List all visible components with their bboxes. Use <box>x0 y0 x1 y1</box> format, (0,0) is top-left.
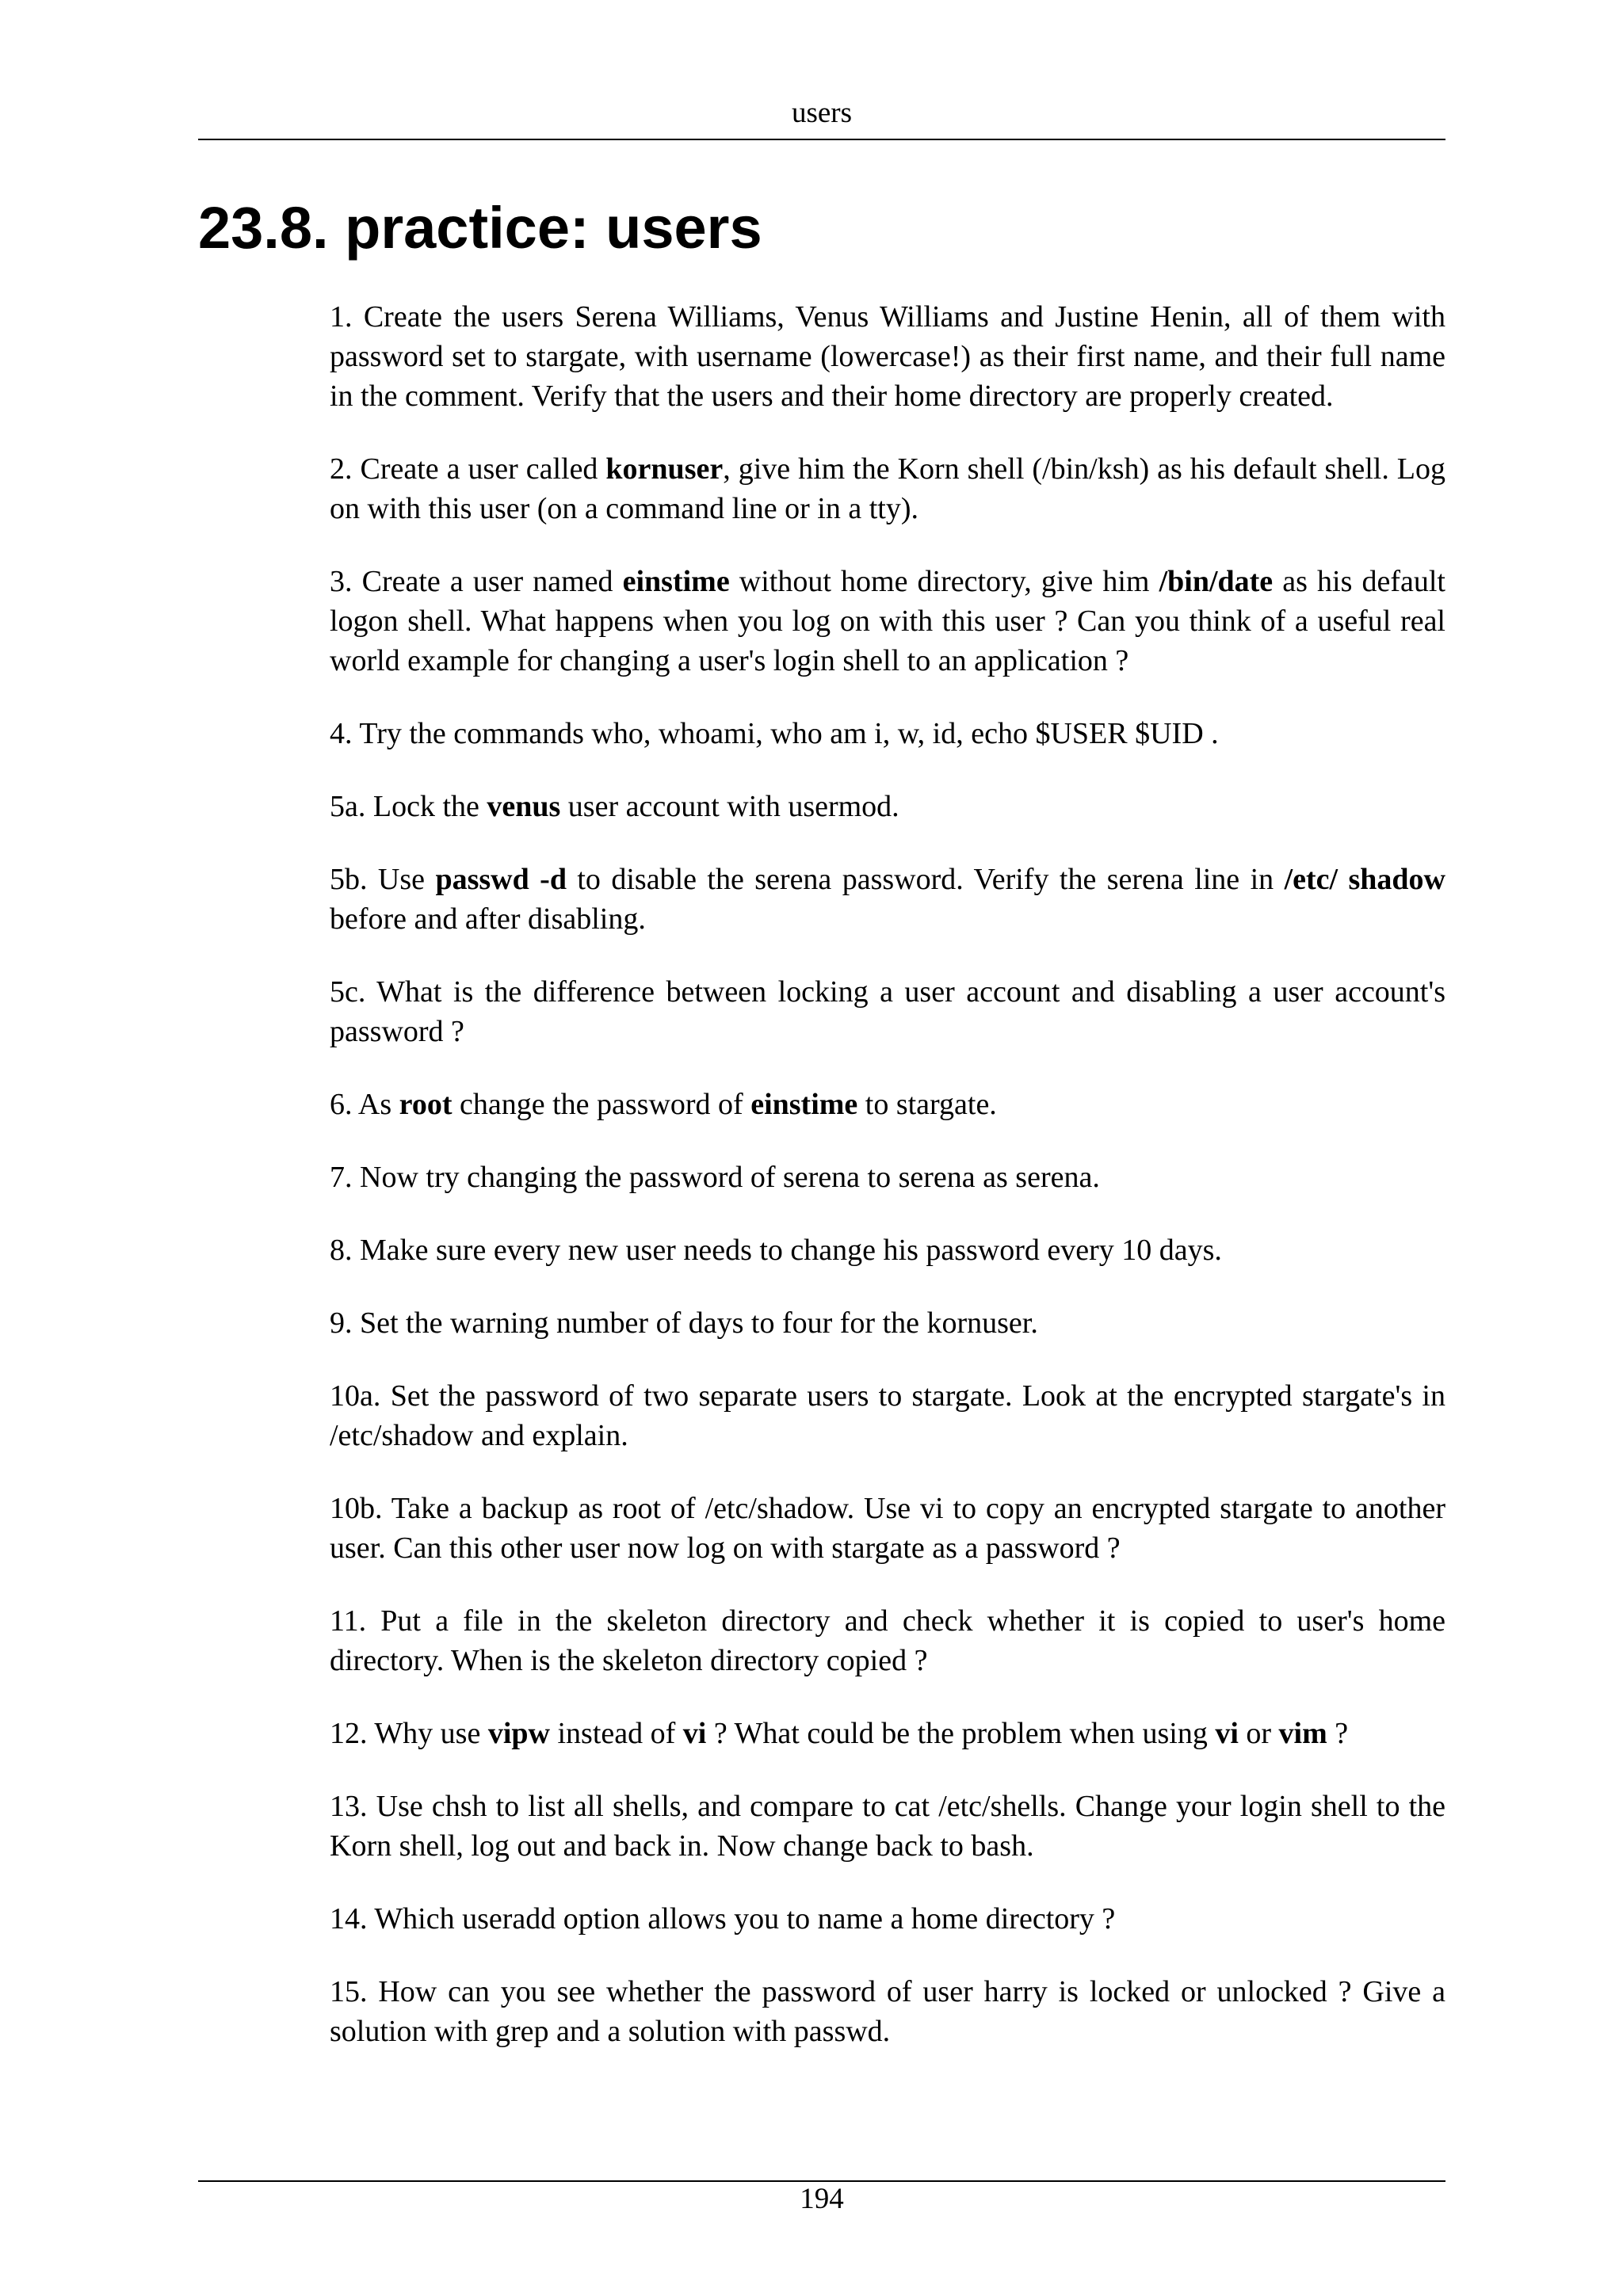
bold-term: venus <box>487 790 561 823</box>
exercise-text: change the password of <box>452 1088 751 1121</box>
running-header: users <box>791 97 853 129</box>
exercise-text: 13. Use chsh to list all shells, and compare to cat /etc/shells. Change your login shell to the Korn shell, log out and back in. Now change back to bash. <box>330 1790 1445 1863</box>
exercise-item <box>330 1085 1445 1124</box>
exercise-text: to disable the serena password. Verify the serena line in <box>566 863 1285 896</box>
exercise-text: ? <box>1327 1717 1349 1750</box>
exercise-item <box>330 1714 1445 1753</box>
bold-term: /bin/date <box>1159 565 1274 598</box>
exercise-item <box>330 449 1445 528</box>
exercise-text: before and after disabling. <box>330 902 646 936</box>
exercise-text: 14. Which useradd option allows you to name a home directory ? <box>330 1902 1116 1936</box>
bold-term: vim <box>1278 1717 1327 1750</box>
exercise-item <box>330 1158 1445 1197</box>
exercise-text: to stargate. <box>857 1088 997 1121</box>
bold-term: vipw <box>487 1717 550 1750</box>
exercise-item <box>330 972 1445 1051</box>
bold-term: /etc/ shadow <box>1284 863 1445 896</box>
bold-term: vi <box>682 1717 707 1750</box>
exercise-text: 11. Put a file in the skeleton directory and check whether it is copied to user's home directory. When is the skeleton directory copied ? <box>330 1604 1445 1677</box>
exercise-text: 6. As <box>330 1088 399 1121</box>
exercise-text: 7. Now try changing the password of serena to serena as serena. <box>330 1161 1100 1194</box>
bold-term: root <box>399 1088 453 1121</box>
exercise-item <box>330 297 1445 416</box>
bold-term: vi <box>1215 1717 1239 1750</box>
exercise-text: 8. Make sure every new user needs to change his password every 10 days. <box>330 1234 1222 1267</box>
exercise-text: user account with usermod. <box>560 790 899 823</box>
bold-term: kornuser <box>605 452 724 486</box>
exercise-text: 10b. Take a backup as root of /etc/shadow. Use vi to copy an encrypted stargate to another user. Can this other user now log on with stargate as a password ? <box>330 1492 1445 1565</box>
exercise-text: 4. Try the commands who, whoami, who am i, w, id, echo $USER $UID . <box>330 717 1219 750</box>
bold-term: passwd -d <box>435 863 567 896</box>
exercise-text: 1. Create the users Serena Williams, Venus Williams and Justine Henin, all of them with password set to stargate, with username (lowercase!) as their first name, and their full name in the comment. Verify that the users and their home directory are properly created. <box>330 300 1445 413</box>
exercise-text: 5a. Lock the <box>330 790 487 823</box>
header-rule <box>198 139 1445 140</box>
page-number: 194 <box>800 2183 844 2215</box>
bold-term: einstime <box>750 1088 858 1121</box>
exercise-item <box>330 1972 1445 2051</box>
bold-term: einstime <box>622 565 730 598</box>
exercise-text: without home directory, give him <box>729 565 1159 598</box>
exercise-item <box>330 1787 1445 1866</box>
exercise-text: 10a. Set the password of two separate users to stargate. Look at the encrypted stargate's in /etc/shadow and explain. <box>330 1379 1445 1452</box>
exercise-text: , give him the Korn shell (/bin/ksh) as his default shell. Log on with this user (on a command line or in a tty). <box>330 452 1445 525</box>
exercise-item <box>330 1230 1445 1270</box>
exercise-item <box>330 860 1445 939</box>
exercise-text: 12. Why use <box>330 1717 488 1750</box>
exercise-text: or <box>1238 1717 1279 1750</box>
exercise-text: 2. Create a user called <box>330 452 606 486</box>
exercise-item <box>330 1303 1445 1343</box>
section-title: 23.8. practice: users <box>198 195 762 261</box>
exercise-item <box>330 1489 1445 1568</box>
exercise-item <box>330 1601 1445 1680</box>
exercise-item <box>330 1899 1445 1939</box>
exercise-text: ? What could be the problem when using <box>706 1717 1216 1750</box>
exercise-item <box>330 787 1445 826</box>
exercise-text: 9. Set the warning number of days to four for the kornuser. <box>330 1306 1038 1340</box>
exercise-item <box>330 714 1445 753</box>
exercise-text: 5b. Use <box>330 863 436 896</box>
exercise-text: as his default logon shell. What happens when you log on with this user ? Can you think of a useful real world example for changing a user's login shell to an application ? <box>330 565 1445 677</box>
exercise-text: 3. Create a user named <box>330 565 623 598</box>
exercise-item <box>330 1376 1445 1455</box>
exercise-text: 5c. What is the difference between locking a user account and disabling a user account's password ? <box>330 975 1445 1048</box>
exercise-text: 15. How can you see whether the password of user harry is locked or unlocked ? Give a solution with grep and a solution with passwd. <box>330 1975 1445 2048</box>
exercise-item <box>330 562 1445 681</box>
exercise-text: instead of <box>549 1717 683 1750</box>
exercise-list <box>330 297 1445 2084</box>
